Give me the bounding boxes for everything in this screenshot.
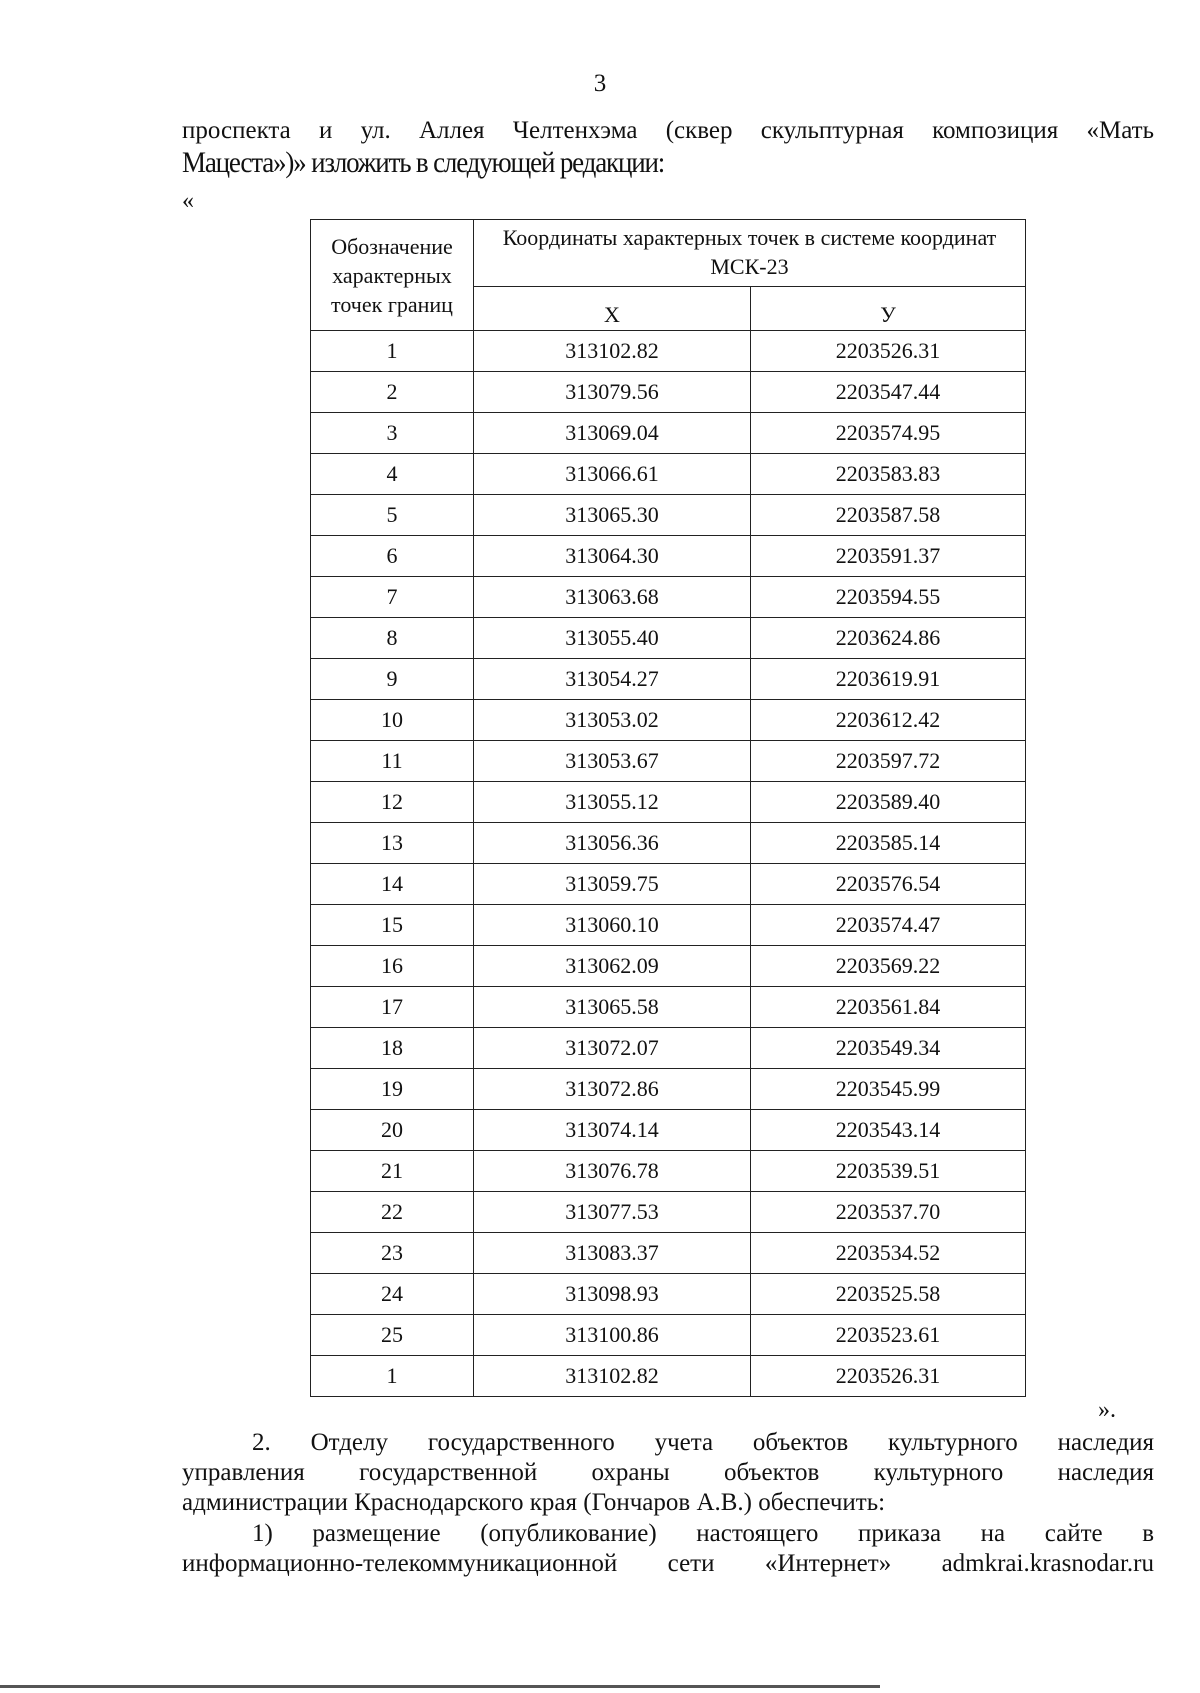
- y-coordinate-cell: 2203597.72: [751, 741, 1026, 782]
- point-number-cell: 13: [311, 823, 474, 864]
- x-coordinate-cell: 313077.53: [474, 1192, 751, 1233]
- x-coordinate-cell: 313065.58: [474, 987, 751, 1028]
- y-coordinate-cell: 2203534.52: [751, 1233, 1026, 1274]
- point-number-cell: 14: [311, 864, 474, 905]
- x-coordinate-cell: 313074.14: [474, 1110, 751, 1151]
- y-coordinate-cell: 2203569.22: [751, 946, 1026, 987]
- y-coordinate-cell: 2203574.47: [751, 905, 1026, 946]
- table-row: [311, 823, 1026, 864]
- y-coordinate-cell: 2203591.37: [751, 536, 1026, 577]
- table-row: [311, 618, 1026, 659]
- table-row: [311, 372, 1026, 413]
- table-row: [311, 536, 1026, 577]
- table-row: [311, 1356, 1026, 1397]
- x-coordinate-cell: 313056.36: [474, 823, 751, 864]
- x-coordinate-cell: 313102.82: [474, 331, 751, 372]
- y-coordinate-cell: 2203585.14: [751, 823, 1026, 864]
- closing-quote: ».: [1098, 1397, 1116, 1423]
- item-1-line1: 1) размещение (опубликование) настоящего приказа на сайте в: [252, 1520, 1154, 1547]
- point-number-cell: 1: [311, 331, 474, 372]
- page-number: 3: [593, 70, 607, 97]
- point-number-cell: 22: [311, 1192, 474, 1233]
- y-coordinate-cell: 2203523.61: [751, 1315, 1026, 1356]
- y-coordinate-cell: 2203589.40: [751, 782, 1026, 823]
- x-coordinate-cell: 313069.04: [474, 413, 751, 454]
- x-coordinate-cell: 313054.27: [474, 659, 751, 700]
- point-number-cell: 15: [311, 905, 474, 946]
- table-row: [311, 1151, 1026, 1192]
- point-number-cell: 9: [311, 659, 474, 700]
- opening-quote: «: [182, 188, 194, 214]
- table-row: [311, 1192, 1026, 1233]
- table-row: [311, 1315, 1026, 1356]
- point-number-cell: 7: [311, 577, 474, 618]
- y-coordinate-cell: 2203619.91: [751, 659, 1026, 700]
- x-coordinate-cell: 313055.12: [474, 782, 751, 823]
- x-coordinate-cell: 313072.86: [474, 1069, 751, 1110]
- y-coordinate-cell: 2203526.31: [751, 1356, 1026, 1397]
- header-y: У: [751, 287, 1026, 331]
- x-coordinate-cell: 313100.86: [474, 1315, 751, 1356]
- point-number-cell: 6: [311, 536, 474, 577]
- table-row: [311, 659, 1026, 700]
- table-row: [311, 700, 1026, 741]
- y-coordinate-cell: 2203525.58: [751, 1274, 1026, 1315]
- table-row: [311, 782, 1026, 823]
- y-coordinate-cell: 2203594.55: [751, 577, 1026, 618]
- x-coordinate-cell: 313053.02: [474, 700, 751, 741]
- point-number-cell: 11: [311, 741, 474, 782]
- x-coordinate-cell: 313083.37: [474, 1233, 751, 1274]
- table-row: [311, 495, 1026, 536]
- paragraph-2-line2: управления государственной охраны объектов культурного наследия: [182, 1459, 1154, 1486]
- table-row: [311, 1110, 1026, 1151]
- point-number-cell: 25: [311, 1315, 474, 1356]
- point-number-cell: 20: [311, 1110, 474, 1151]
- point-number-cell: 4: [311, 454, 474, 495]
- header-boundary-points: Обозначение характерных точек границ: [311, 220, 474, 331]
- intro-text-line2: Мацеста»)» изложить в следующей редакции:: [182, 146, 665, 179]
- point-number-cell: 17: [311, 987, 474, 1028]
- item-1-line2: информационно-телекоммуникационной сети «Интернет» admkrai.krasnodar.ru: [182, 1550, 1154, 1577]
- x-coordinate-cell: 313059.75: [474, 864, 751, 905]
- y-coordinate-cell: 2203576.54: [751, 864, 1026, 905]
- x-coordinate-cell: 313065.30: [474, 495, 751, 536]
- paragraph-2: [182, 1428, 1154, 1518]
- y-coordinate-cell: 2203539.51: [751, 1151, 1026, 1192]
- table-row: [311, 1028, 1026, 1069]
- point-number-cell: 19: [311, 1069, 474, 1110]
- x-coordinate-cell: 313060.10: [474, 905, 751, 946]
- x-coordinate-cell: 313102.82: [474, 1356, 751, 1397]
- y-coordinate-cell: 2203545.99: [751, 1069, 1026, 1110]
- table-row: [311, 413, 1026, 454]
- x-coordinate-cell: 313076.78: [474, 1151, 751, 1192]
- x-coordinate-cell: 313064.30: [474, 536, 751, 577]
- table-row: [311, 331, 1026, 372]
- x-coordinate-cell: 313079.56: [474, 372, 751, 413]
- intro-text-line1: проспекта и ул. Аллея Челтенхэма (сквер скульптурная композиция «Мать: [182, 117, 1154, 144]
- x-coordinate-cell: 313066.61: [474, 454, 751, 495]
- table-row: [311, 1069, 1026, 1110]
- table-row: [311, 577, 1026, 618]
- table-row: [311, 1233, 1026, 1274]
- x-coordinate-cell: 313062.09: [474, 946, 751, 987]
- coordinates-table: [310, 219, 1026, 1397]
- point-number-cell: 21: [311, 1151, 474, 1192]
- y-coordinate-cell: 2203549.34: [751, 1028, 1026, 1069]
- y-coordinate-cell: 2203537.70: [751, 1192, 1026, 1233]
- table-row: [311, 864, 1026, 905]
- point-number-cell: 5: [311, 495, 474, 536]
- paragraph-2-line1: 2. Отделу государственного учета объектов культурного наследия: [252, 1429, 1154, 1456]
- point-number-cell: 16: [311, 946, 474, 987]
- x-coordinate-cell: 313072.07: [474, 1028, 751, 1069]
- header-x: X: [474, 287, 751, 331]
- x-coordinate-cell: 313053.67: [474, 741, 751, 782]
- table-row: [311, 1274, 1026, 1315]
- x-coordinate-cell: 313098.93: [474, 1274, 751, 1315]
- y-coordinate-cell: 2203526.31: [751, 331, 1026, 372]
- table-row: [311, 905, 1026, 946]
- y-coordinate-cell: 2203561.84: [751, 987, 1026, 1028]
- point-number-cell: 18: [311, 1028, 474, 1069]
- header-coordinates: Координаты характерных точек в системе координат МСК-23: [474, 220, 1026, 287]
- point-number-cell: 3: [311, 413, 474, 454]
- point-number-cell: 10: [311, 700, 474, 741]
- y-coordinate-cell: 2203547.44: [751, 372, 1026, 413]
- y-coordinate-cell: 2203612.42: [751, 700, 1026, 741]
- point-number-cell: 8: [311, 618, 474, 659]
- point-number-cell: 24: [311, 1274, 474, 1315]
- x-coordinate-cell: 313063.68: [474, 577, 751, 618]
- scan-bottom-edge: [0, 1685, 880, 1688]
- y-coordinate-cell: 2203543.14: [751, 1110, 1026, 1151]
- coordinates-table-body: [311, 331, 1026, 1397]
- table-row: [311, 987, 1026, 1028]
- table-row: [311, 946, 1026, 987]
- table-row: [311, 741, 1026, 782]
- paragraph-2-line3: администрации Краснодарского края (Гончаров А.В.) обеспечить:: [182, 1489, 886, 1516]
- point-number-cell: 23: [311, 1233, 474, 1274]
- x-coordinate-cell: 313055.40: [474, 618, 751, 659]
- point-number-cell: 2: [311, 372, 474, 413]
- y-coordinate-cell: 2203624.86: [751, 618, 1026, 659]
- y-coordinate-cell: 2203587.58: [751, 495, 1026, 536]
- y-coordinate-cell: 2203574.95: [751, 413, 1026, 454]
- y-coordinate-cell: 2203583.83: [751, 454, 1026, 495]
- item-1: [182, 1519, 1154, 1579]
- point-number-cell: 1: [311, 1356, 474, 1397]
- point-number-cell: 12: [311, 782, 474, 823]
- table-row: [311, 454, 1026, 495]
